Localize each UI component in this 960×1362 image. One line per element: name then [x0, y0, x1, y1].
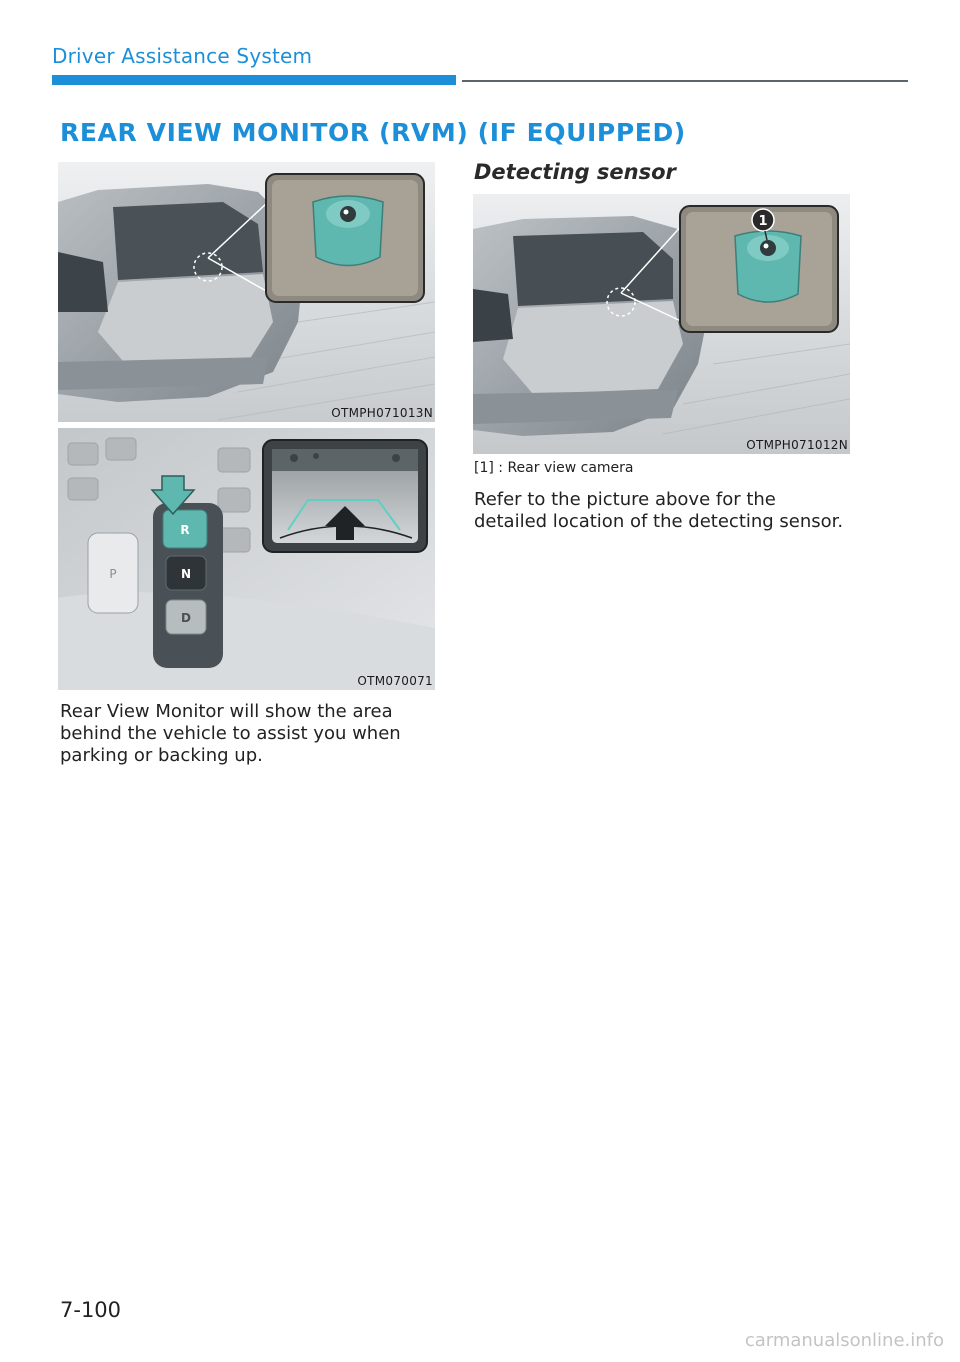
figure-shift-to-reverse — [58, 428, 435, 690]
watermark: carmanualsonline.info — [744, 1330, 944, 1351]
figure-detecting-sensor — [473, 194, 850, 454]
chapter-title: Driver Assistance System — [52, 44, 313, 68]
detecting-sensor-description: Refer to the picture above for the detailed location of the detecting sensor. — [474, 489, 844, 532]
camera-callout-number: 1 — [758, 214, 768, 229]
page-number: 7-100 — [60, 1298, 122, 1322]
figure-code: OTMPH071012N — [746, 438, 848, 452]
gear-label-n: N — [180, 567, 192, 581]
detecting-sensor-heading: Detecting sensor — [474, 160, 676, 184]
header-rule-blue — [52, 75, 456, 85]
gear-label-d: D — [181, 611, 191, 625]
figure-rear-camera-overview — [58, 162, 435, 422]
figure-code: OTM070071 — [357, 674, 433, 688]
gear-label-p: P — [109, 567, 117, 581]
section-title: REAR VIEW MONITOR (RVM) (IF EQUIPPED) — [60, 118, 686, 147]
legend-rear-view-camera: [1] : Rear view camera — [474, 460, 634, 476]
header-rule-grey — [462, 80, 908, 82]
shift-to-reverse-illustration — [58, 428, 435, 690]
rvm-description: Rear View Monitor will show the area behind the vehicle to assist you when parking or backing up. — [60, 701, 401, 766]
detecting-sensor-illustration — [473, 194, 850, 454]
figure-code: OTMPH071013N — [331, 406, 433, 420]
gear-label-r: R — [180, 523, 190, 537]
rear-camera-overview-illustration — [58, 162, 435, 422]
